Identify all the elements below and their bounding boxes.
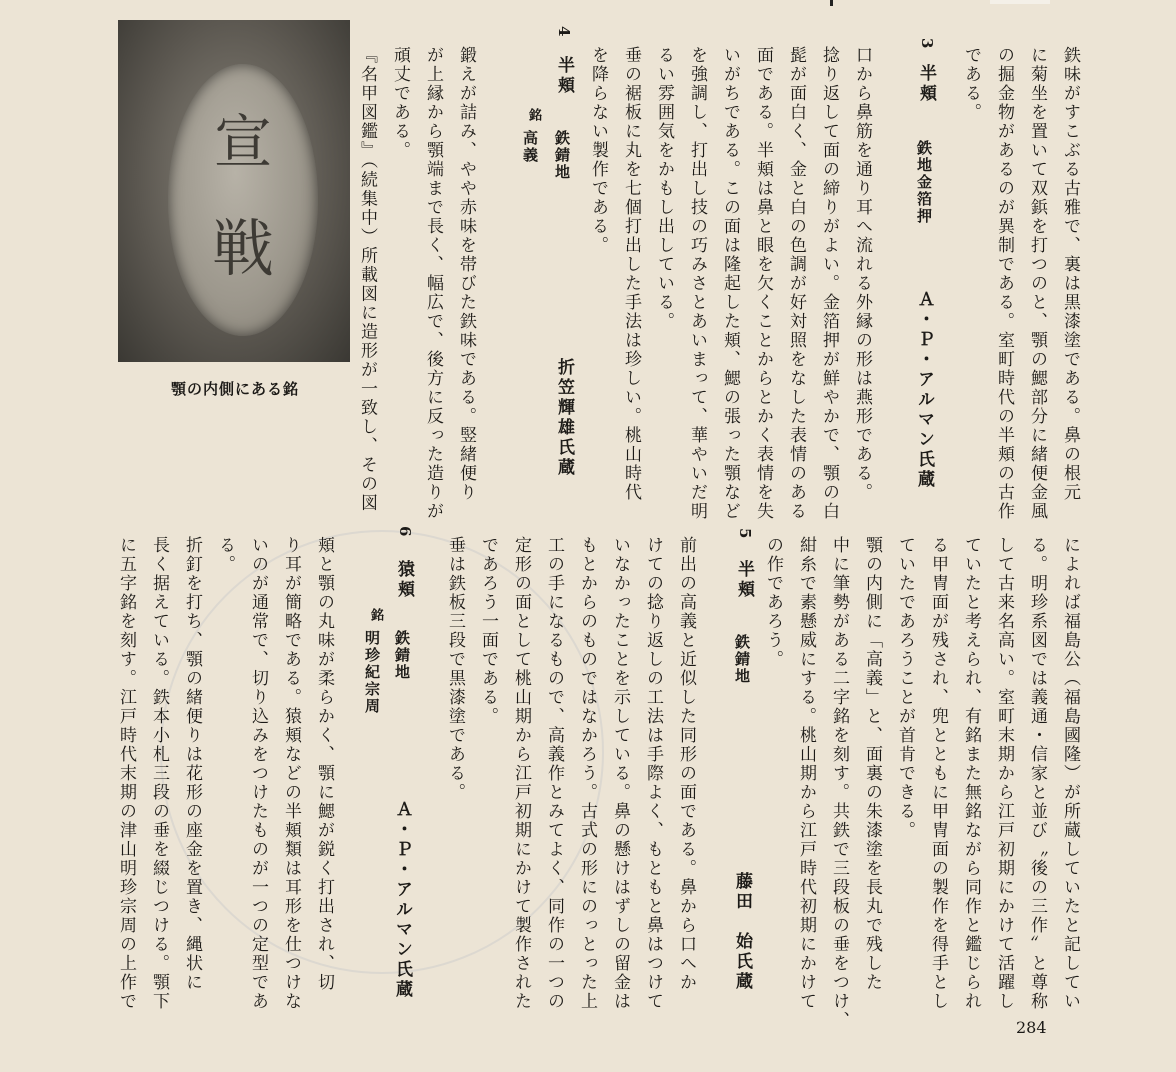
text-line: 捻り返して面の締りがよい。金箔押が鮮やかで、顎の白 (819, 46, 839, 521)
inscription-characters (188, 100, 298, 310)
text-line: に五字銘を刻す。江戸時代末期の津山明珍宗周の上作で (116, 536, 136, 1011)
photo-caption: 顎の内側にある銘 (170, 380, 299, 398)
entry-5-owner: 藤田 始氏蔵 (732, 872, 752, 992)
entry-6-owner: Ａ・Ｐ・アルマン氏蔵 (392, 800, 412, 1000)
page-number: 284 (1016, 1018, 1047, 1037)
entry-5-body (438, 536, 702, 1016)
entry-3-body (581, 46, 878, 521)
entry-4-owner: 折笠輝雄氏蔵 (554, 358, 574, 478)
entry-3-material: 鉄地金箔押 (915, 140, 933, 225)
text-line: 頑丈である。 (390, 46, 410, 160)
text-line: 垂の裾板に丸を七個打出した手法は珍しい。桃山時代 (621, 46, 641, 502)
entry-5-number: 5 (736, 528, 754, 539)
text-line: 髭が面白く、金と白の色調が好対照をなした表情のある (786, 46, 806, 521)
inscription-char-2: 戦 (211, 212, 275, 285)
text-line: 鍛えが詰み、やや赤味を帯びた鉄味である。竪緒便り (456, 46, 476, 502)
text-line: いがちである。この面は隆起した頬、鰓の張った顎など (720, 46, 740, 521)
inscription-photo (118, 20, 350, 362)
text-line: り耳が簡略である。猿頬などの半頬類は耳形を仕つけな (281, 536, 301, 1011)
text-line: 定形の面として桃山期から江戸初期にかけて製作された (511, 536, 531, 1011)
text-line: ていたと考えられ、有銘また無銘ながら同作と鑑じられ (961, 536, 981, 1011)
entry-4-signature-label: 銘 (526, 108, 541, 121)
text-line: 『名甲図鑑』（続集中）所載図に造形が一致し、その図 (357, 46, 377, 513)
text-line: 口から鼻筋を通り耳へ流れる外縁の形は燕形である。 (852, 46, 872, 502)
text-line: に菊坐を置いて双鋲を打つのと、顎の鰓部分に緒便金風 (1027, 46, 1047, 521)
text-line: を降らない製作である。 (588, 46, 608, 255)
carryover-text-top (954, 46, 1086, 546)
entry-6-title: 猿頬 (394, 560, 414, 600)
text-line: ていたであろうことが首肯できる。 (895, 536, 915, 840)
text-line: 垂は鉄板三段で黒漆塗である。 (445, 536, 465, 802)
text-line: 折釘を打ち、顎の緒便りは花形の座金を置き、縄状に (182, 536, 202, 992)
text-line: 中に筆勢がある二字銘を刻す。共鉄で三段板の垂をつけ、 (829, 536, 849, 1030)
entry-6-signature: 明珍紀宗周 (363, 630, 381, 715)
text-line: を強調し、打出し技の巧みさとあいまって、華やいだ明 (687, 46, 707, 521)
page-tab (990, 0, 1050, 4)
entry-5-material: 鉄錆地 (733, 634, 751, 685)
top-mark (830, 0, 833, 6)
text-line: 顎の内側に「高義」と、面裏の朱漆塗を長丸で残した (862, 536, 882, 992)
text-line: 面である。半頬は鼻と眼を欠くことからとかく表情を失 (753, 46, 773, 521)
text-line: るい雰囲気をかもし出している。 (654, 46, 674, 331)
text-line: であろう一面である。 (478, 536, 498, 726)
entry-6-number: 6 (396, 526, 414, 537)
text-line: 紺糸で素懸威にする。桃山期から江戸時代初期にかけて (796, 536, 816, 1011)
text-line: である。 (961, 46, 981, 122)
text-line: が上縁から顎端まで長く、幅広で、後方に反った造りが (423, 46, 443, 521)
text-line: 長く据えている。鉄本小札三段の垂を綴じつける。顎下 (149, 536, 169, 1011)
text-line: いなかったことを示している。鼻の懸けはずしの留金は (610, 536, 630, 1011)
text-line: の作であろう。 (763, 536, 783, 669)
entry-5-title: 半頬 (734, 560, 754, 600)
text-line: 前出の高義と近似した同形の面である。鼻から口へか (676, 536, 696, 992)
text-line: して古来名高い。室町末期から江戸初期にかけて活躍し (994, 536, 1014, 1011)
text-line: の掘金物があるのが異制である。室町時代の半頬の古作 (994, 46, 1014, 521)
entry-4-title: 半頬 (554, 56, 574, 96)
text-line: る。明珍系図では義通・信家と並び〝後の三作〟と尊称 (1027, 536, 1047, 1011)
text-line: 鉄味がすこぶる古雅で、裏は黒漆塗である。鼻の根元 (1060, 46, 1080, 502)
entry-4-signature: 高義 (521, 130, 539, 164)
entry-6-material: 鉄錆地 (393, 630, 411, 681)
entry-3-number: 3 (918, 38, 936, 49)
inscription-char-1: 宣 (213, 108, 273, 176)
text-line: もとからのものではなかろう。古式の形にのっとった上 (577, 536, 597, 1011)
text-line: けての捻り返しの工法は手際よく、もともと鼻はつけて (643, 536, 663, 1011)
text-line: 工の手になるもので、高義作とみてよく、同作の一つの (544, 536, 564, 1011)
entry-4-number: 4 (555, 26, 573, 37)
text-line: 頬と顎の丸味が柔らかく、顎に鰓が鋭く打出され、切 (314, 536, 334, 992)
entry-4-body (350, 46, 482, 521)
text-line: いのが通常で、切り込みをつけたものが一つの定型であ (248, 536, 268, 1011)
entry-3-title: 半頬 (916, 64, 936, 104)
text-line: る甲冑面が残され、兜とともに甲冑面の製作を得手とし (928, 536, 948, 1011)
text-line: によれば福島公（福島國隆）が所蔵していたと記してい (1060, 536, 1080, 1011)
entry-6-signature-label: 銘 (368, 608, 383, 621)
entry-3-owner: Ａ・Ｐ・アルマン氏蔵 (914, 290, 934, 490)
text-line: る。 (215, 536, 235, 574)
entry-4-material: 鉄錆地 (553, 130, 571, 181)
entry-6-body (109, 536, 340, 1016)
